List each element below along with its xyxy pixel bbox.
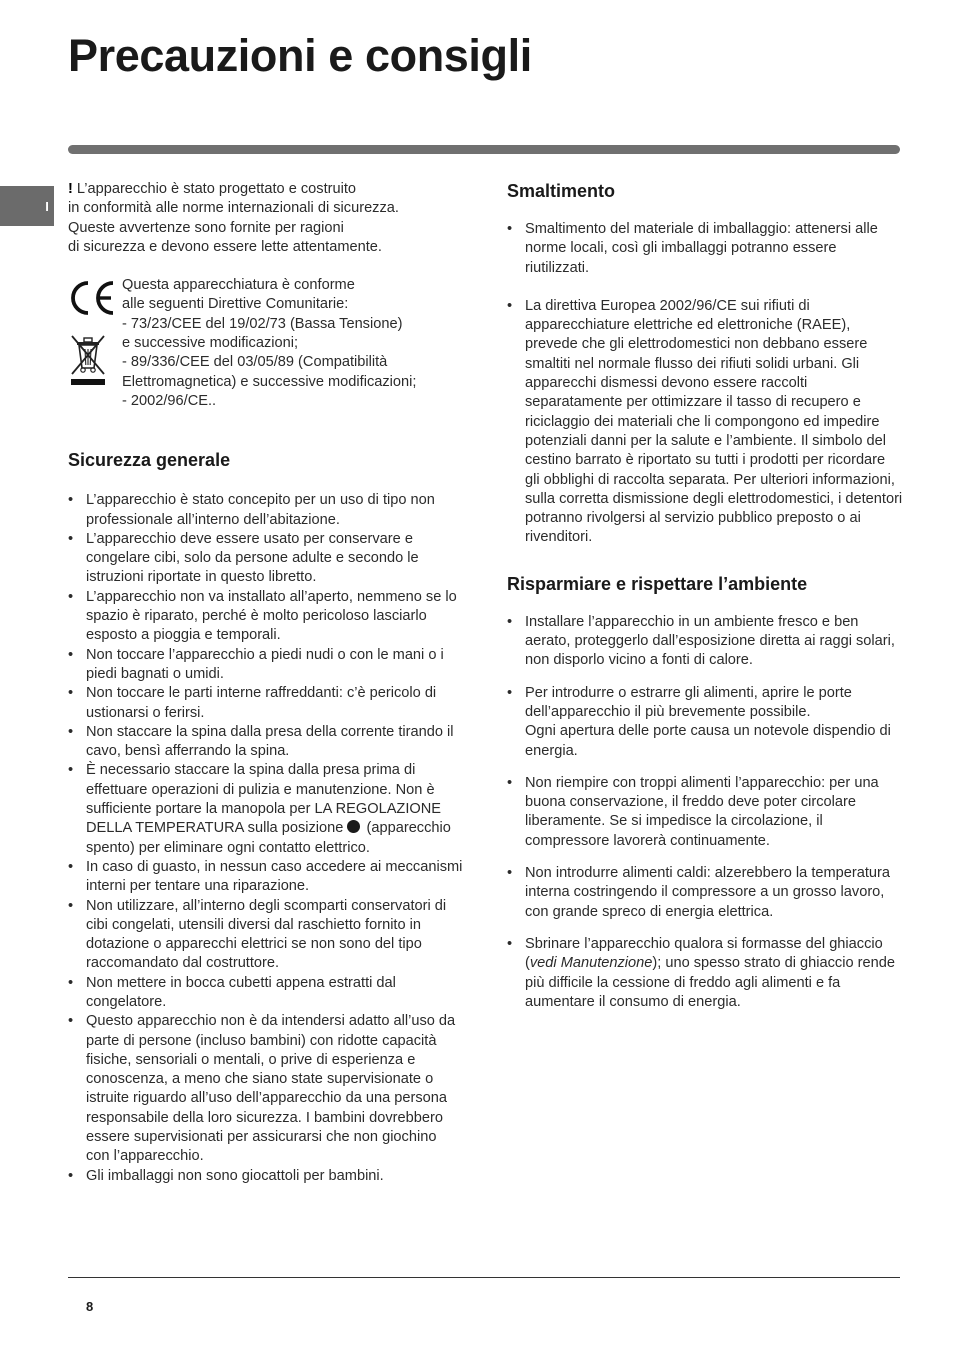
disposal-list [507,220,903,548]
page-title: Precauzioni e consigli [68,30,532,81]
list-item: • Non mettere in bocca cubetti appena estratti dal congelatore. [68,974,464,1013]
list-item: • Non riempire con troppi alimenti l’apparecchio: per una buona conservazione, il freddo deve poter circolare liberamente. Se si impedisce la circolazione, il compressore lavorerà continuamente. [507,774,903,851]
list-item: • In caso di guasto, in nessun caso accedere ai meccanismi interni per tentare una riparazione. [68,858,464,897]
list-item: • Installare l’apparecchio in un ambiente fresco e ben aerato, proteggerlo dall’esposizione diretta ai raggi solari, non disporlo vicino a fonti di calore. [507,613,903,671]
ce-mark-icon [68,280,116,316]
right-column [507,180,903,1012]
directives-text [122,276,464,411]
directive-line: Elettromagnetica) e successive modificazioni; [122,373,417,390]
directives-block [68,276,464,411]
safety-list [68,491,464,1186]
list-item [507,935,903,1012]
safety-heading: Sicurezza generale [68,450,231,471]
warning-mark: ! [68,181,73,197]
directive-line: alle seguenti Direttive Comunitarie: [122,296,349,313]
list-item: • Gli imballaggi non sono giocattoli per bambini. [68,1167,464,1186]
maintenance-reference: vedi Manutenzione [529,955,653,972]
list-item-text: Per introdurre o estrarre gli alimenti, aprire le porte dell’apparecchio il più brevemente possibile. [525,684,852,720]
disposal-heading: Smaltimento [507,181,616,201]
list-item [68,761,464,857]
list-item: • Questo apparecchio non è da intendersi adatto all’uso da parte di persone (incluso bambini) con ridotte capacità fisiche, sensoriali o mentali, o prive di esperienza e conoscenza, a meno che siano state supervisionate o istruite riguardo all’uso dell’apparecchio da una persona responsabile della loro sicurezza. I bambini dovrebbero essere supervisionati per assicurarsi che non giochino con l’apparecchio. [68,1012,464,1166]
list-item-text: ); uno spesso strato di ghiaccio rende più difficile la cessione di freddo agli alimenti e fa aumentare il consumo di energia. [525,955,895,1010]
intro-line: di sicurezza e devono essere lette attentamente. [68,238,382,255]
list-item: • Non introdurre alimenti caldi: alzerebbero la temperatura interna costringendo il compressore a un grosso lavoro, con grande spreco di energia elettrica. [507,864,903,922]
title-rule [68,145,900,154]
list-item: • Non staccare la spina dalla presa della corrente tirando il cavo, bensì afferrando la spina. [68,723,464,762]
page-number: 8 [86,1299,94,1314]
intro-line: in conformità alle norme internazionali di sicurezza. [68,200,399,217]
list-item: • L’apparecchio non va installato all’aperto, nemmeno se lo spazio è riparato, perché è molto pericoloso lasciarlo esposto a pioggia e temporali. [68,588,464,646]
list-item-text: È necessario staccare la spina dalla presa prima di effettuare operazioni di pulizia e manutenzione. Non è sufficiente portare la manopola per LA REGOLAZIONE DELLA TEMPERATURA sulla posizione [86,762,442,837]
intro-paragraph [68,180,464,257]
intro-line: L’apparecchio è stato progettato e costruito [72,181,357,197]
directive-line: - 89/336/CEE del 03/05/89 (Compatibilità [122,354,388,371]
list-item: • L’apparecchio è stato concepito per un uso di tipo non professionale all’interno dell’abitazione. [68,491,464,530]
environment-list [507,613,903,1012]
left-column [68,180,464,1186]
crossed-out-bin-icon [68,334,108,388]
list-item: • L’apparecchio deve essere usato per conservare e congelare cibi, solo da persone adulte e secondo le istruzioni riportate in questo libretto. [68,530,464,588]
list-item [507,684,903,761]
language-tab [0,186,54,226]
list-item: • Smaltimento del materiale di imballaggio: attenersi alle norme locali, così gli imballaggi potranno essere riutilizzati. [507,220,903,278]
certification-icons [68,276,122,411]
directive-line: e successive modificazioni; [122,335,299,352]
list-item-text: (apparecchio spento) per eliminare ogni contatto elettrico. [86,820,451,856]
list-item: • Non toccare l’apparecchio a piedi nudi o con le mani o i piedi bagnati o umidi. [68,646,464,685]
directive-line: - 73/23/CEE del 19/02/73 (Bassa Tensione) [122,315,403,332]
environment-heading: Risparmiare e rispettare l’ambiente [507,573,808,594]
list-item: • La direttiva Europea 2002/96/CE sui rifiuti di apparecchiature elettriche ed elettroniche (RAEE), prevede che gli elettrodomestici non debbano essere smaltiti nel normale flusso dei rifiuti solidi urbani. Gli apparecchi dismessi devono essere raccolti separatamente per ottimizzare il tasso di recupero e riciclaggio dei materiali che li compongono ed impedire potenziali danni per la salute e l’ambiente. Il simbolo del cestino barrato è riportato su tutti i prodotti per ricordare gli obblighi di raccolta separata. Per ulteriori informazioni, sulla corretta dismissione degli elettrodomestici, i detentori potranno rivolgersi al servizio pubblico preposto o ai rivenditori. [507,297,903,548]
footer-rule [68,1277,900,1278]
list-item-text: Sbrinare l’apparecchio qualora si formasse del ghiaccio ( [525,935,883,972]
list-item: • Non toccare le parti interne raffreddanti: c’è pericolo di ustionarsi o ferirsi. [68,684,464,723]
list-item: • Non utilizzare, all’interno degli scomparti conservatori di cibi congelati, utensili diversi dal raschietto fornito in dotazione o apparecchi elettrici se non sono del tipo raccomandato dal costruttore. [68,897,464,974]
directive-line: - 2002/96/CE.. [122,392,217,409]
list-item-text: Ogni apertura delle porte causa un notevole dispendio di energia. [525,723,891,759]
intro-line: Queste avvertenze sono fornite per ragioni [68,219,344,236]
language-tab-label: I [45,198,49,214]
directive-line: Questa apparecchiatura è conforme [122,277,355,294]
filled-circle-icon [347,820,360,833]
